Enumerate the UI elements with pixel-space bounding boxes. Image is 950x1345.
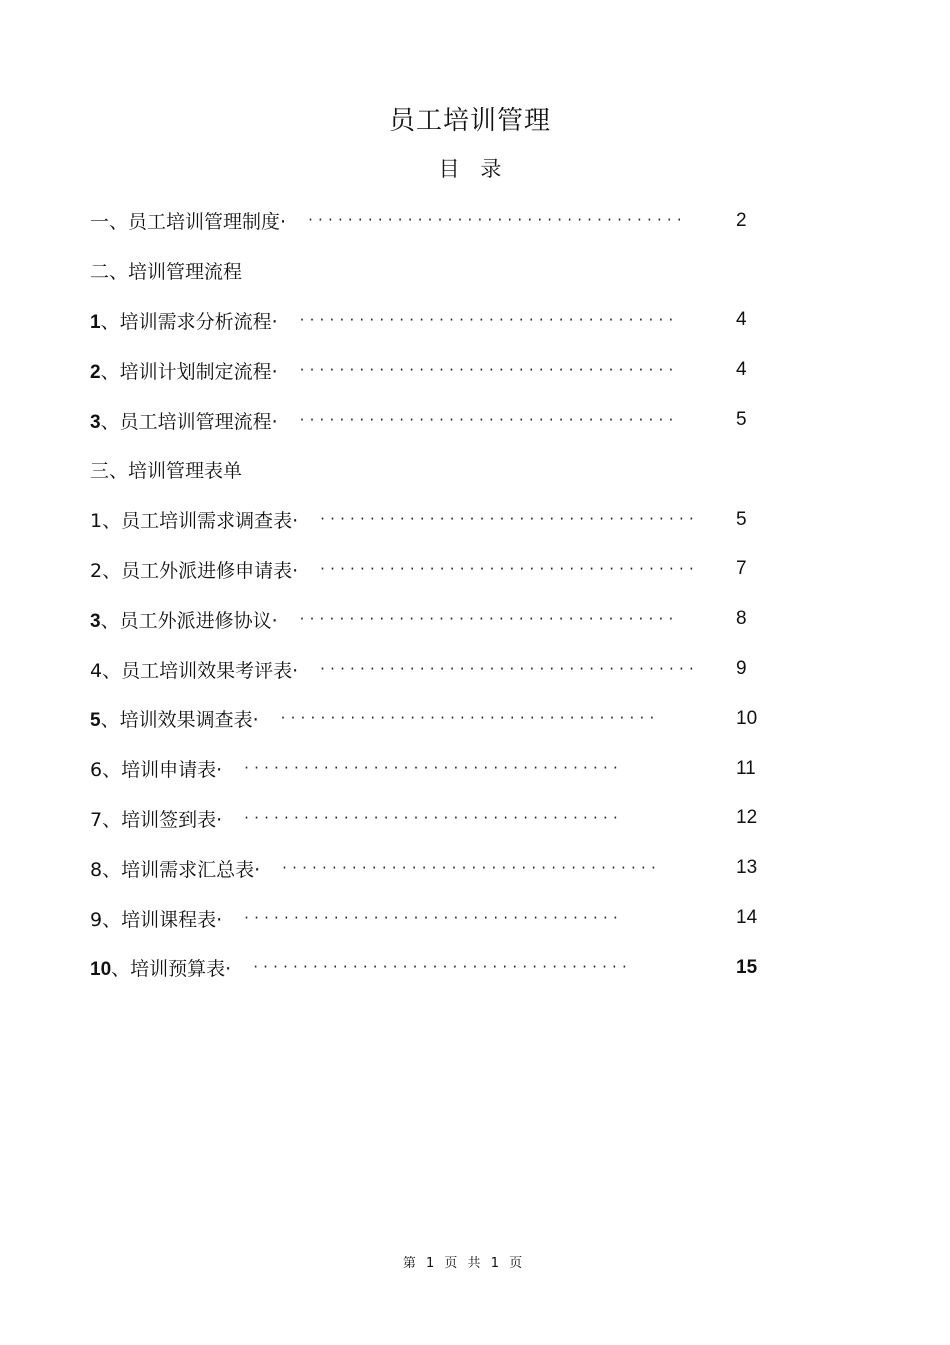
- toc-dot-leader: ······································: [299, 611, 679, 627]
- toc-entry-number: 三、: [90, 460, 129, 483]
- toc-entry-label: [90, 307, 278, 334]
- toc-entry-label: [90, 257, 242, 284]
- toc-dot-leader: ······································: [299, 312, 679, 328]
- table-of-contents: [90, 196, 770, 993]
- toc-entry-number: 10: [90, 959, 112, 981]
- toc-entry-number: 一、: [90, 211, 129, 234]
- toc-entry-title: 、培训签到表·: [102, 808, 223, 831]
- page-footer: 第 1 页 共 1 页: [402, 1256, 523, 1271]
- toc-entry-title: 培训管理表单: [128, 460, 243, 483]
- toc-dot-leader: ······································: [244, 910, 623, 926]
- toc-entry-label: [90, 805, 222, 832]
- toc-entry[interactable]: [90, 495, 770, 545]
- toc-dot-leader: ······································: [320, 512, 699, 528]
- toc-entry[interactable]: [90, 196, 770, 246]
- toc-entry[interactable]: [90, 644, 770, 694]
- toc-page-number: 4: [736, 359, 747, 381]
- toc-entry-label: [90, 606, 278, 633]
- toc-dot-leader: ······································: [308, 213, 687, 229]
- toc-dot-leader: ······································: [282, 860, 661, 876]
- toc-entry-title: 、培训计划制定流程·: [100, 360, 278, 383]
- toc-entry-label: [90, 357, 278, 384]
- toc-page-number: 11: [736, 757, 756, 779]
- toc-entry-number: 3: [90, 610, 101, 632]
- toc-dot-leader: ······································: [253, 960, 632, 976]
- toc-page-number: 14: [736, 907, 758, 929]
- toc-entry-label: [90, 506, 298, 533]
- toc-dot-leader: ······································: [280, 711, 660, 727]
- toc-entry-title: 培训管理流程: [128, 261, 243, 284]
- toc-entry[interactable]: [90, 694, 770, 744]
- toc-dot-leader: ······································: [299, 362, 679, 378]
- toc-entry-label: [90, 954, 231, 981]
- toc-entry-title: 、员工外派进修协议·: [100, 609, 278, 632]
- toc-entry-title: 员工培训管理制度·: [128, 211, 287, 234]
- toc-page-number: 12: [736, 807, 758, 829]
- toc-page-number: 13: [736, 857, 758, 879]
- toc-entry[interactable]: [90, 296, 770, 346]
- toc-page-number: 15: [736, 956, 758, 978]
- toc-entry-title: 、培训申请表·: [102, 759, 223, 782]
- toc-entry[interactable]: [90, 843, 770, 893]
- toc-entry[interactable]: [90, 594, 770, 644]
- toc-entry-number: 1: [90, 311, 101, 333]
- toc-entry[interactable]: [90, 545, 770, 595]
- toc-entry-title: 、培训预算表·: [111, 958, 232, 981]
- toc-entry-number: 2: [90, 559, 103, 582]
- toc-entry[interactable]: [90, 893, 770, 943]
- toc-page-number: 7: [736, 558, 747, 580]
- toc-entry-label: [90, 705, 259, 732]
- toc-dot-leader: ······································: [320, 661, 699, 677]
- toc-entry-number: 5: [90, 710, 101, 732]
- toc-entry-number: 1: [90, 510, 103, 533]
- toc-entry-number: 3: [90, 411, 101, 433]
- toc-section[interactable]: [90, 445, 770, 495]
- toc-entry[interactable]: [90, 943, 770, 993]
- toc-dot-leader: ······································: [299, 412, 679, 428]
- toc-page-number: 8: [736, 608, 747, 630]
- toc-entry-label: [90, 905, 222, 932]
- toc-entry-title: 、员工外派进修申请表·: [102, 559, 299, 582]
- toc-entry-title: 、培训需求分析流程·: [100, 310, 278, 333]
- toc-entry-label: [90, 556, 298, 583]
- toc-entry-title: 、员工培训管理流程·: [100, 410, 278, 433]
- toc-entry[interactable]: [90, 794, 770, 844]
- toc-page-number: 9: [736, 658, 747, 680]
- toc-entry[interactable]: [90, 345, 770, 395]
- toc-entry-number: 8: [90, 858, 103, 881]
- toc-entry-label: [90, 407, 278, 434]
- toc-entry-number: 7: [90, 808, 103, 831]
- toc-dot-leader: ······································: [244, 810, 623, 826]
- toc-page-number: 2: [736, 209, 747, 231]
- document-title: 员工培训管理: [388, 106, 551, 136]
- toc-entry-title: 、员工培训效果考评表·: [102, 659, 299, 682]
- toc-dot-leader: ······································: [244, 761, 623, 777]
- toc-heading: 目 录: [438, 157, 502, 181]
- toc-section[interactable]: [90, 246, 770, 296]
- toc-entry-number: 9: [90, 908, 103, 931]
- toc-dot-leader: ······································: [320, 561, 699, 577]
- toc-entry-title: 、培训效果调查表·: [100, 709, 259, 732]
- toc-page-number: 4: [736, 309, 747, 331]
- toc-entry-label: [90, 207, 286, 234]
- toc-entry-number: 4: [90, 659, 103, 682]
- toc-entry-number: 6: [90, 759, 103, 782]
- toc-entry-title: 、培训课程表·: [102, 908, 223, 931]
- toc-entry-label: [90, 656, 298, 683]
- toc-page-number: 5: [736, 409, 747, 431]
- toc-entry-title: 、培训需求汇总表·: [102, 858, 261, 881]
- toc-entry-title: 、员工培训需求调查表·: [102, 510, 299, 533]
- toc-entry-label: [90, 755, 222, 782]
- toc-entry[interactable]: [90, 395, 770, 445]
- toc-page-number: 10: [736, 707, 758, 729]
- toc-entry-number: 二、: [90, 261, 129, 284]
- toc-entry-number: 2: [90, 361, 101, 383]
- toc-entry-label: [90, 456, 242, 483]
- toc-entry[interactable]: [90, 744, 770, 794]
- toc-entry-label: [90, 855, 260, 882]
- toc-page-number: 5: [736, 508, 747, 530]
